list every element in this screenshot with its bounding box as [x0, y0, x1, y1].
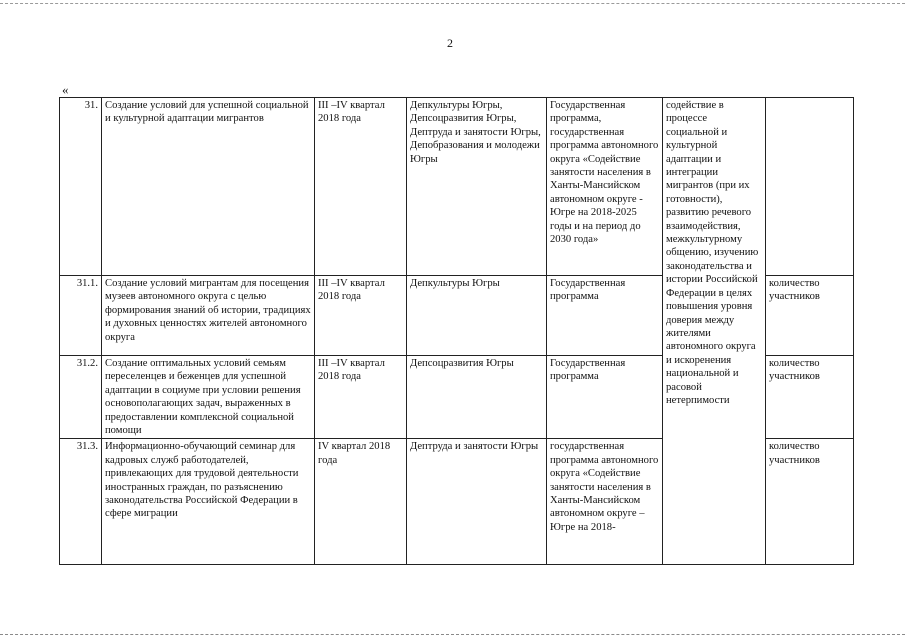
row-number: 31.3.: [60, 439, 102, 565]
row-number: 31.1.: [60, 276, 102, 356]
page-top-edge: [0, 3, 905, 4]
page-number: 2: [447, 36, 453, 50]
executor-cell: Депкультуры Югры, Депсоцразвития Югры, Дептруда и занятости Югры, Депобразования и молодежи Югры: [407, 98, 547, 276]
period-cell: III –IV квартал 2018 года: [315, 356, 407, 439]
executor-cell: Депсоцразвития Югры: [407, 356, 547, 439]
funding-source-cell: государственная программа автономного округа «Содействие занятости населения в Ханты-Мансийском автономном округе – Югре на 2018-: [547, 439, 663, 565]
indicator-cell: количество участников: [766, 276, 854, 356]
measures-table: [59, 97, 854, 565]
page-bottom-edge: [0, 634, 905, 635]
funding-source-cell: Государственная программа: [547, 356, 663, 439]
row-number: 31.2.: [60, 356, 102, 439]
measure-cell: Создание условий мигрантам для посещения музеев автономного округа с целью формирования знаний об истории, традициях и духовных ценностях жителей автономного округа: [102, 276, 315, 356]
measure-cell: Создание условий для успешной социальной и культурной адаптации мигрантов: [102, 98, 315, 276]
period-cell: IV квартал 2018 года: [315, 439, 407, 565]
funding-source-cell: Государственная программа: [547, 276, 663, 356]
executor-cell: Дептруда и занятости Югры: [407, 439, 547, 565]
table-row-31: [60, 98, 854, 276]
funding-source-cell: Государственная программа, государственная программа автономного округа «Содействие занятости населения в Ханты-Мансийском автономном округе - Югре на 2018-2025 годы и на период до 2030 года»: [547, 98, 663, 276]
row-number: 31.: [60, 98, 102, 276]
period-cell: III –IV квартал 2018 года: [315, 276, 407, 356]
measure-cell: Создание оптимальных условий семьям переселенцев и беженцев для успешной адаптации в социуме при условии решения основополагающих задач, выраженных в предоставлении комплексной социальной помощи: [102, 356, 315, 439]
expected-result-cell: содействие в процессе социальной и культурной адаптации и интеграции мигрантов (при их готовности), развитию речевого взаимодействия, межкультурному общению, изучению законодательства и истории Российской Федерации в целях повышения уровня доверия между жителями автономного округа и искоренения национальной и расовой нетерпимости: [663, 98, 766, 565]
opening-quote-mark: «: [62, 82, 69, 97]
period-cell: III –IV квартал 2018 года: [315, 98, 407, 276]
indicator-cell: [766, 98, 854, 276]
executor-cell: Депкультуры Югры: [407, 276, 547, 356]
indicator-cell: количество участников: [766, 356, 854, 439]
indicator-cell: количество участников: [766, 439, 854, 565]
measure-cell: Информационно-обучающий семинар для кадровых служб работодателей, привлекающих для трудовой деятельности иностранных граждан, по разъяснению законодательства Российской Федерации в сфере миграции: [102, 439, 315, 565]
